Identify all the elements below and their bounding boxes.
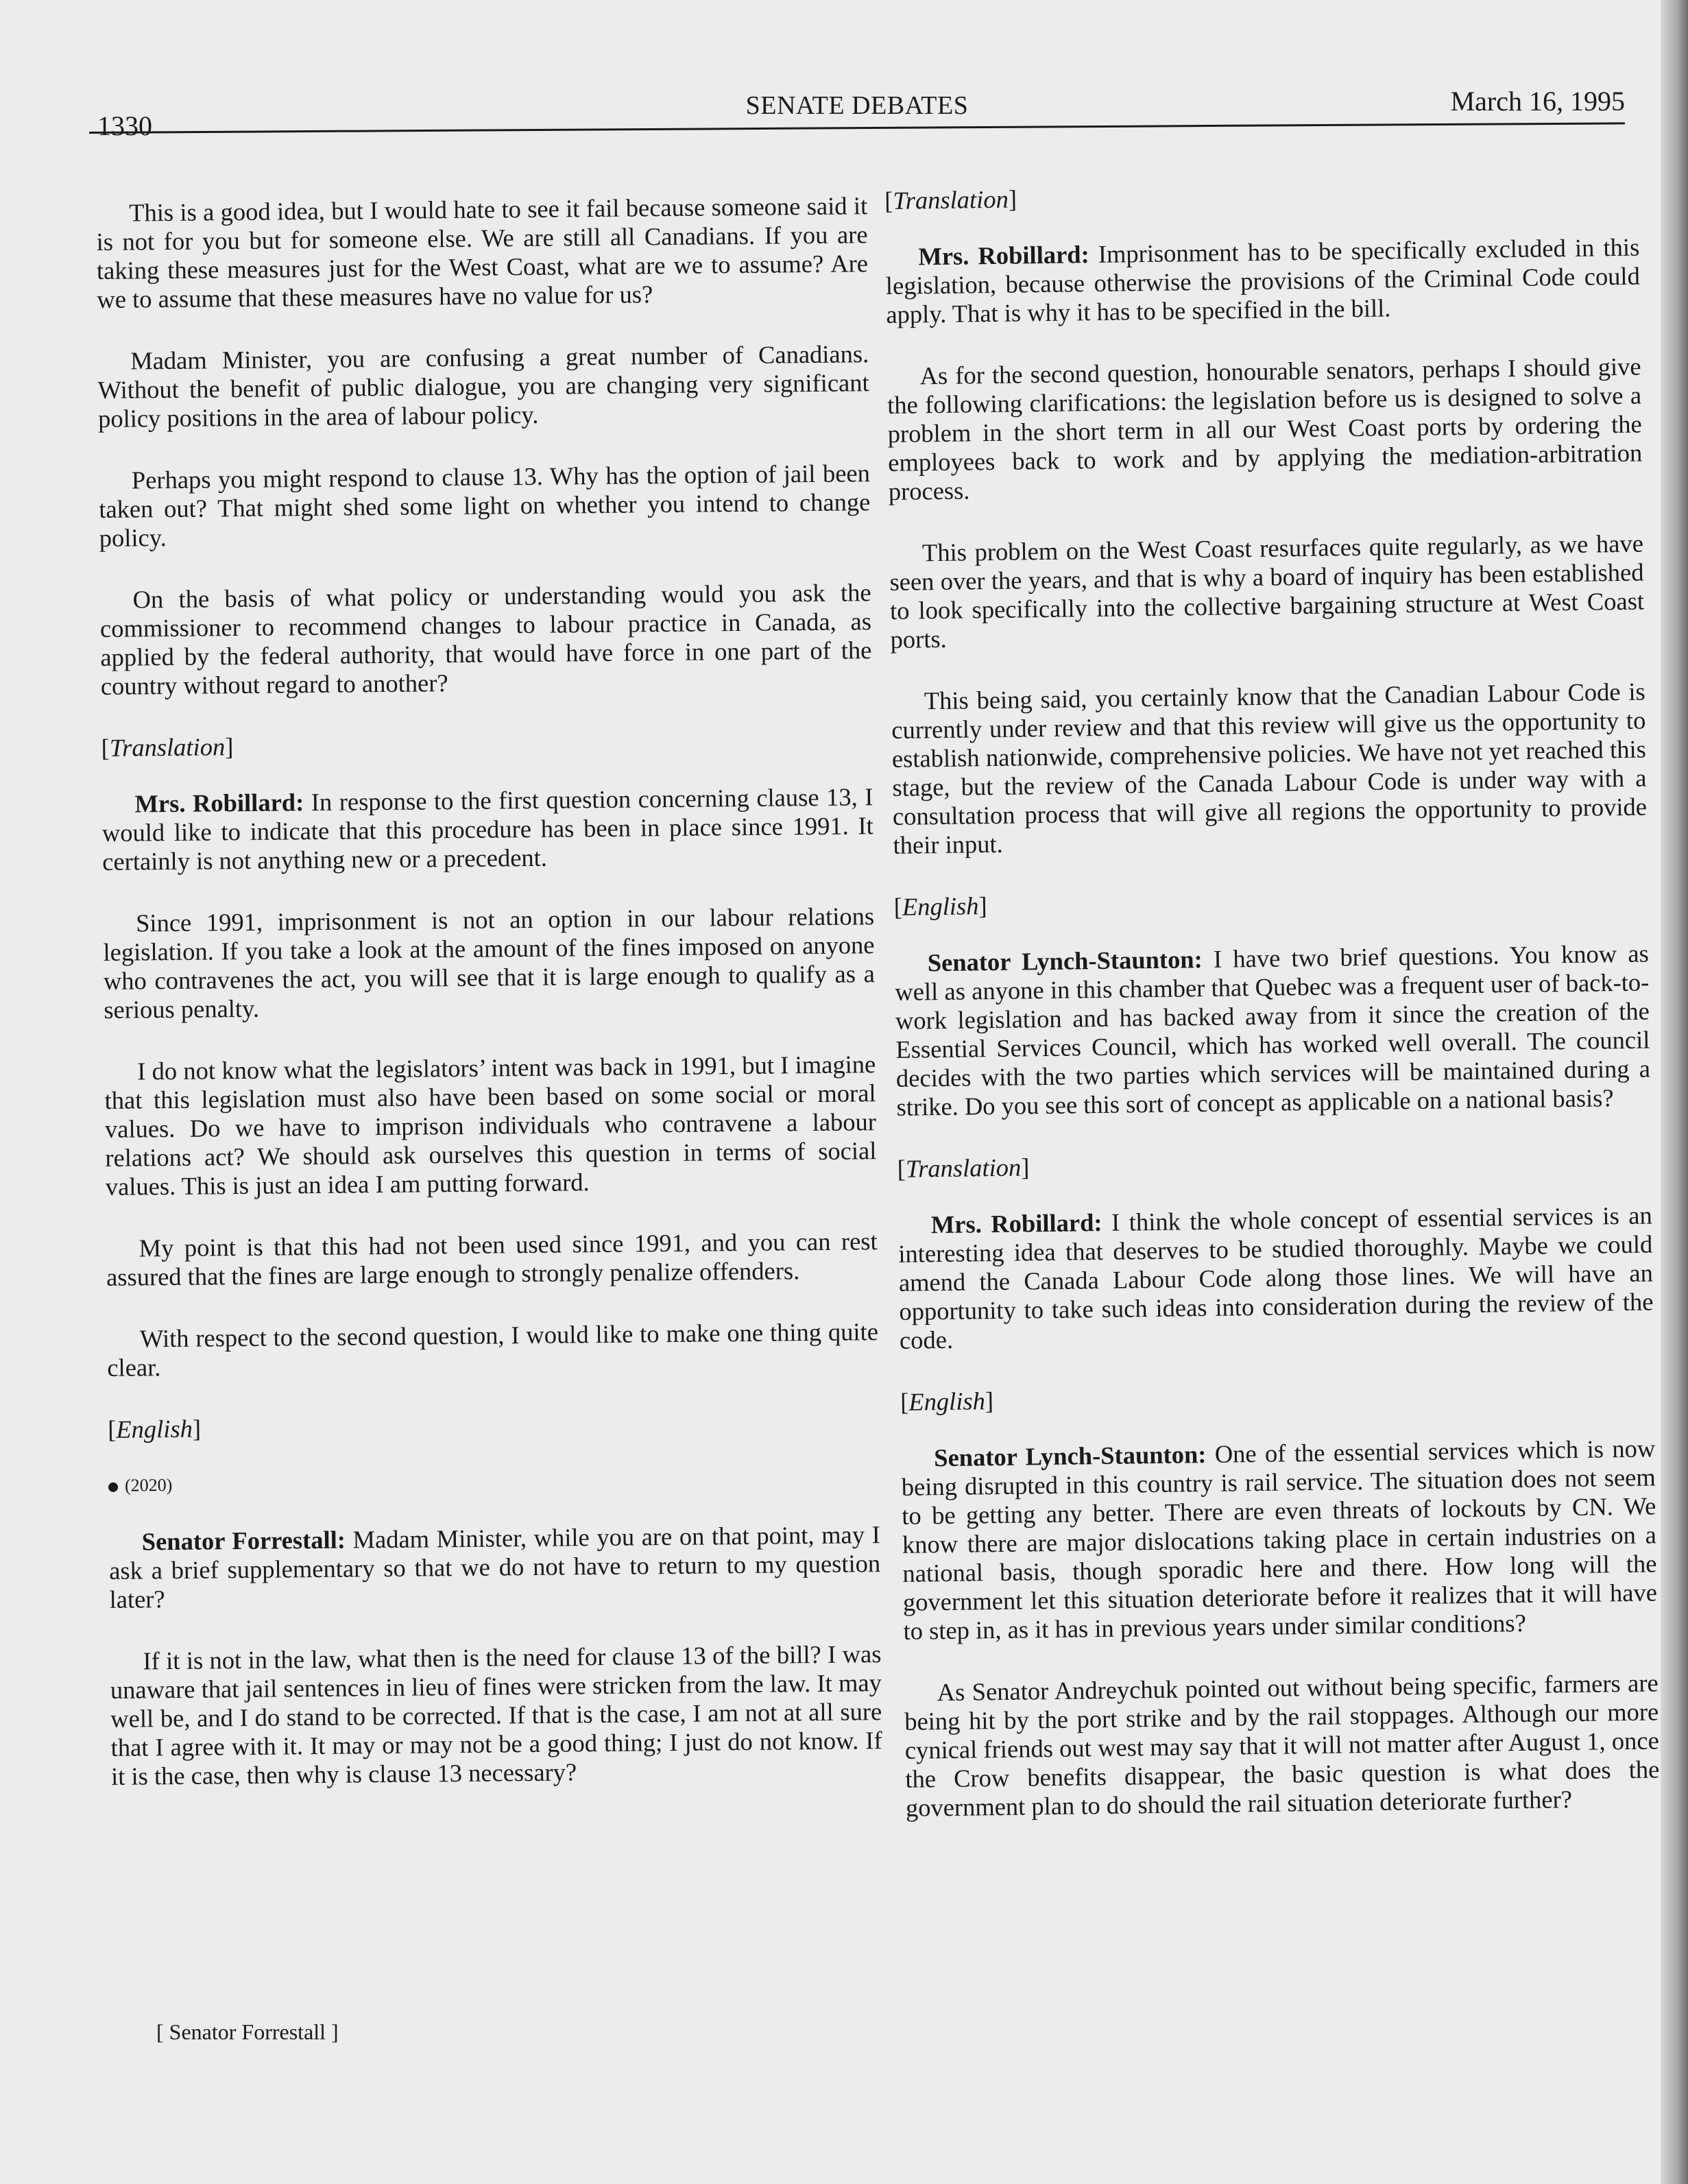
running-title: SENATE DEBATES bbox=[745, 91, 969, 120]
paragraph: On the basis of what policy or understanding would you ask the commissioner to recommend changes to labour practice in Canada, as applied by the federal authority, that would have force in one part of the country without regard to another? bbox=[99, 578, 872, 700]
language-tag-label: English bbox=[902, 891, 979, 921]
paragraph: Madam Minister, you are confusing a great number of Canadians. Without the benefit of public dialogue, you are changing very significant policy positions in the area of labour policy. bbox=[97, 339, 869, 433]
speaker-name: Mrs. Robillard: bbox=[918, 240, 1089, 271]
language-tag-label: Translation bbox=[893, 184, 1009, 215]
language-tag-label: English bbox=[116, 1414, 193, 1443]
paragraph: I do not know what the legislators’ intent was back in 1991, but I imagine that this legislation must also have been based on some social or moral values. Do we have to imprison individuals who contravene a labour relations act? We should ask ourselves this question in terms of social values. This is just an idea I am putting forward. bbox=[104, 1050, 877, 1201]
paragraph: Since 1991, imprisonment is not an option in our labour relations legislation. If you take a look at the amount of the fines imposed on anyone who contravenes the act, you will see that it is large enough to qualify as a serious penalty. bbox=[103, 902, 876, 1024]
language-tag-label: Translation bbox=[109, 732, 226, 762]
paragraph: My point is that this had not been used since 1991, and you can rest assured that the fines are large enough to strongly penalize offenders. bbox=[106, 1227, 878, 1291]
header-date: March 16, 1995 bbox=[1450, 86, 1625, 117]
speaker-name: Mrs. Robillard: bbox=[134, 788, 304, 818]
paragraph: This being said, you certainly know that the Canadian Labour Code is currently under review and that this review will give us the opportunity to establish nationwide, comprehensive policies. We have not yet reached this stage, but the review of the Canada Labour Code is under way with a consultation process that will give all regions the opportunity to provide their input. bbox=[891, 677, 1648, 859]
speech-text: I think the whole concept of essential services is an interesting idea that deserves to be studied thoroughly. Maybe we could amend the Canada Labour Code along those lines. We will have an opportunity to take such ideas into consideration during the review of the code. bbox=[898, 1201, 1654, 1354]
language-tag: [Translation] bbox=[101, 732, 234, 762]
paragraph: With respect to the second question, I would like to make one thing quite clear. bbox=[107, 1317, 879, 1382]
paragraph: This problem on the West Coast resurfaces quite regularly, as we have seen over the years, and that is why a board of inquiry has been established to look specifically into the collective bargaining structure at West Coast ports. bbox=[889, 529, 1645, 653]
paragraph: Perhaps you might respond to clause 13. Why has the option of jail been taken out? That might shed some light on whether you intend to change policy. bbox=[99, 459, 871, 552]
speech-text: One of the essential services which is now being disrupted in this country is rail service. The situation does not seem to be getting any better. There are even threats of lockouts by CN. We know there are major dislocations taking place in certain industries on a national basis, though sporadic here and there. How long will the government let this situation deteriorate before it realizes that it will have to step in, as it has in previous years under similar conditions? bbox=[901, 1434, 1658, 1645]
bullet-icon bbox=[108, 1483, 118, 1492]
language-tag-label: English bbox=[908, 1387, 986, 1416]
paragraph bbox=[885, 233, 1641, 329]
speaker-name: Senator Lynch-Staunton: bbox=[927, 945, 1203, 977]
paragraph: As Senator Andreychuk pointed out without being specific, farmers are being hit by the port strike and by the rail stoppages. Although our more cynical friends out west may say that it will not matter after August 1, once the Crow benefits disappear, the basic question is what does the government plan to do should the rail situation deteriorate further? bbox=[904, 1668, 1660, 1822]
speech-text: Imprisonment has to be specifically excluded in this legislation, because otherwise the provisions of the Criminal Code could apply. That is why it has to be specified in the bill. bbox=[885, 232, 1641, 328]
speaker-name: Mrs. Robillard: bbox=[930, 1208, 1102, 1239]
speaker-name: Senator Lynch-Staunton: bbox=[934, 1440, 1207, 1472]
paragraph bbox=[901, 1434, 1658, 1645]
paragraph: If it is not in the law, what then is the need for clause 13 of the bill? I was unaware that jail sentences in lieu of fines were stricken from the law. It may well be, and I do stand to be corrected. If that is the case, I am not at all sure that I agree with it. It may or may not be a good thing; I just do not know. If it is the case, then why is clause 13 necessary? bbox=[110, 1640, 882, 1790]
paragraph: This is a good idea, but I would hate to see it fail because someone said it is not for you but for someone else. We are still all Canadians. If you are taking these measures just for the West Coast, what are we to assume? Are we to assume that these measures have no value for us? bbox=[96, 191, 869, 313]
speaker-name: Senator Forrestall: bbox=[141, 1525, 346, 1556]
left-column bbox=[96, 191, 883, 1824]
language-tag-label: Translation bbox=[905, 1153, 1022, 1183]
paragraph bbox=[898, 1201, 1654, 1354]
speech-text: In response to the first question concerning clause 13, I would like to indicate that this procedure has been in place since 1991. It certainly is not anything new or a precedent. bbox=[101, 782, 874, 876]
paragraph: As for the second question, honourable senators, perhaps I should give the following clarifications: the legislation before us is designed to solve a problem in the short term in all our West Coast ports by ordering the employees back to work and by applying the mediation-arbitration process. bbox=[887, 352, 1643, 505]
binding-shadow bbox=[1661, 0, 1688, 2184]
right-column bbox=[884, 177, 1661, 1856]
language-tag: [English] bbox=[893, 891, 987, 921]
language-tag: [Translation] bbox=[897, 1153, 1030, 1183]
page-number: 1330 bbox=[97, 110, 152, 141]
paragraph bbox=[101, 782, 873, 876]
paragraph bbox=[895, 939, 1651, 1122]
time-marker bbox=[108, 1464, 880, 1500]
language-tag: [English] bbox=[108, 1414, 202, 1443]
speech-text: Madam Minister, while you are on that point, may I ask a brief supplementary so that we do not have to return to my question later? bbox=[109, 1520, 881, 1613]
language-tag: [Translation] bbox=[884, 184, 1017, 215]
language-tag: [English] bbox=[900, 1387, 994, 1416]
footer-note: [ Senator Forrestall ] bbox=[156, 2019, 339, 2044]
time-marker-text: (2020) bbox=[124, 1475, 173, 1496]
speech-text: I have two brief questions. You know as well as anyone in this chamber that Quebec was a frequent user of back-to-work legislation and has backed away from it since the creation of the Essential Services Council, which has worked well overall. The council decides with the two parties which services will be maintained during a strike. Do you see this sort of concept as applicable on a national basis? bbox=[895, 939, 1651, 1121]
paragraph bbox=[109, 1520, 881, 1614]
